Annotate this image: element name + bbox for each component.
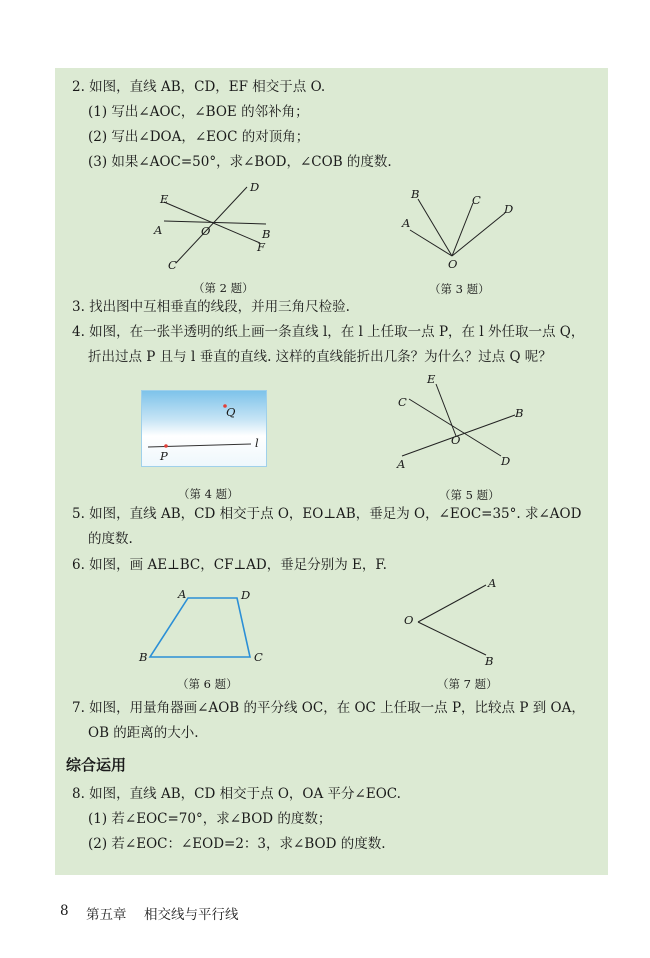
q5-line2: 的度数. <box>88 531 133 547</box>
q5-line1: 5. 如图，直线 AB，CD 相交于点 O，EO⊥AB，垂足为 O，∠EOC=35°. 求∠AOD <box>72 506 582 522</box>
chapter-title: 相交线与平行线 <box>144 907 239 923</box>
fig6-label-c: C <box>254 650 263 664</box>
q8-part1: (1) 若∠EOC=70°，求∠BOD 的度数； <box>88 811 332 827</box>
q7-line1: 7. 如图，用量角器画∠AOB 的平分线 OC，在 OC 上任取一点 P，比较点 P 到 OA， <box>72 700 585 716</box>
q4-line1: 4. 如图，在一张半透明的纸上画一条直线 l，在 l 上任取一点 P，在 l 外任取一点 Q， <box>72 324 585 340</box>
q7-line2: OB 的距离的大小. <box>88 725 199 741</box>
fig5-label-e: E <box>427 372 436 386</box>
q3-text: 3. 找出图中互相垂直的线段，并用三角尺检验. <box>72 299 350 315</box>
fig2-caption: （第 2 题） <box>193 281 254 295</box>
fig7-label-b: B <box>485 654 494 668</box>
q2-part1: (1) 写出∠AOC，∠BOE 的邻补角； <box>88 104 309 120</box>
fig7-caption: （第 7 题） <box>437 677 498 691</box>
fig3-caption: （第 3 题） <box>429 282 490 296</box>
fig7-ray-ob <box>418 622 486 655</box>
q2-part2: (2) 写出∠DOA，∠EOC 的对顶角； <box>88 129 310 145</box>
fig5-label-d: D <box>501 454 511 468</box>
q2-stem: 2. 如图，直线 AB，CD，EF 相交于点 O. <box>72 79 326 95</box>
page-number: 8 <box>60 903 69 919</box>
fig5-label-a: A <box>397 457 406 471</box>
fig5-label-b: B <box>515 406 524 420</box>
fig3-label-b: B <box>411 187 420 201</box>
fig6-label-b: B <box>139 650 148 664</box>
fig2-label-f: F <box>257 240 265 254</box>
fig6-label-d: D <box>241 588 251 602</box>
fig3-label-d: D <box>504 202 514 216</box>
q8-part2: (2) 若∠EOC：∠EOD=2：3，求∠BOD 的度数. <box>88 836 386 852</box>
q4-line2: 折出过点 P 且与 l 垂直的直线. 这样的直线能折出几条？为什么？过点 Q 呢？ <box>88 349 552 365</box>
fig4-label-l: l <box>255 436 259 450</box>
fig2-label-a: A <box>154 223 163 237</box>
fig2-label-b: B <box>262 227 271 241</box>
fig3-label-a: A <box>402 216 411 230</box>
fig4-caption: （第 4 题） <box>178 487 239 501</box>
fig2-label-e: E <box>160 192 169 206</box>
fig5-caption: （第 5 题） <box>439 488 500 502</box>
fig5-label-c: C <box>398 395 407 409</box>
fig7-label-a: A <box>488 576 497 590</box>
fig2-label-c: C <box>168 258 177 272</box>
chapter-label: 第五章 <box>86 907 127 923</box>
fig3-label-c: C <box>472 193 481 207</box>
fig5-label-o: O <box>451 433 461 447</box>
fig6-caption: （第 6 题） <box>177 677 238 691</box>
fig7-ray-oa <box>418 585 486 622</box>
fig4-label-p: P <box>160 449 168 463</box>
fig3-label-o: O <box>448 257 458 271</box>
fig6-label-a: A <box>178 587 187 601</box>
fig2-label-o: O <box>201 224 211 238</box>
section-title: 综合运用 <box>66 756 127 774</box>
fig4-label-q: Q <box>226 405 236 419</box>
q6-text: 6. 如图，画 AE⊥BC，CF⊥AD，垂足分别为 E，F. <box>72 557 387 573</box>
fig2-label-d: D <box>250 180 260 194</box>
q8-stem: 8. 如图，直线 AB，CD 相交于点 O，OA 平分∠EOC. <box>72 786 401 802</box>
q2-part3: (3) 如果∠AOC=50°，求∠BOD，∠COB 的度数. <box>88 154 392 170</box>
fig7-label-o: O <box>404 613 414 627</box>
